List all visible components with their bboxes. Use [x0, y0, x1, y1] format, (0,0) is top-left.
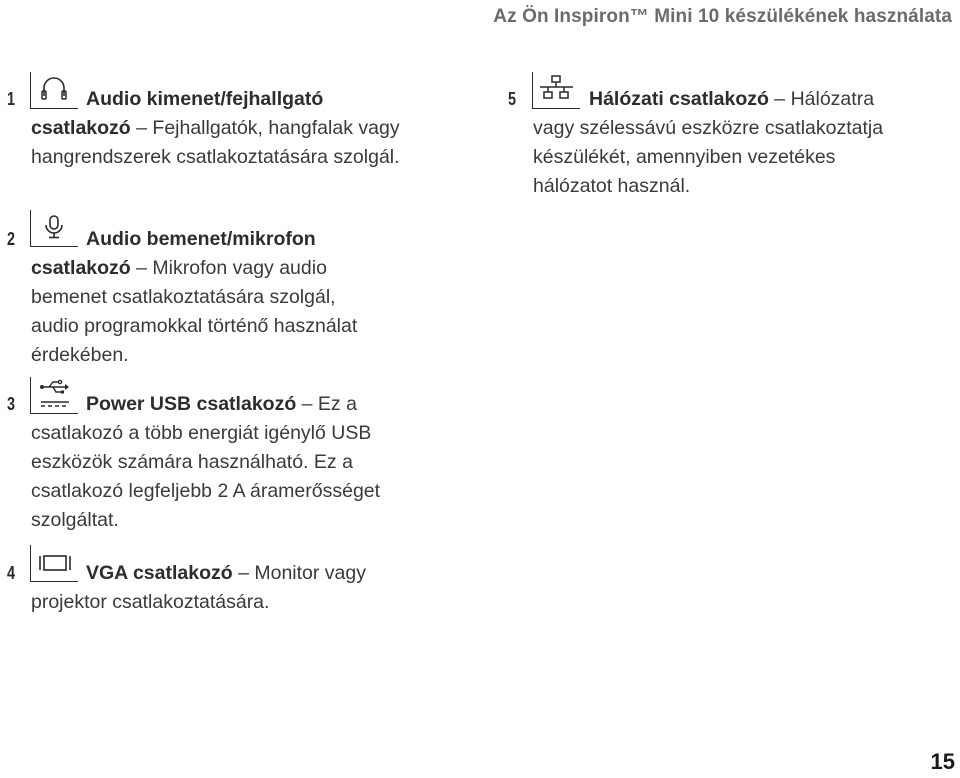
item-desc-line: audio programokkal történő használat: [31, 315, 358, 337]
item-desc-line1: Hálózatra: [790, 88, 875, 110]
item-dash: –: [232, 562, 255, 584]
item-dash: –: [130, 117, 153, 139]
microphone-icon: [30, 210, 78, 247]
list-item: [86, 390, 357, 419]
item-number: 3: [7, 394, 16, 414]
item-desc-line: érdekében.: [31, 344, 129, 366]
item-desc-line: szolgáltat.: [31, 509, 119, 531]
list-item: [589, 85, 874, 114]
item-desc-line: készülékét, amennyiben vezetékes: [533, 146, 836, 168]
network-icon: [532, 72, 580, 109]
item-description: [31, 114, 400, 172]
usb-power-icon: [30, 377, 78, 414]
list-item: [86, 85, 323, 114]
item-title-cont: csatlakozó: [31, 117, 131, 139]
item-title: VGA csatlakozó: [86, 562, 233, 584]
item-title-cont: csatlakozó: [31, 257, 131, 279]
item-number: 1: [7, 89, 16, 109]
headphone-icon: [30, 72, 78, 109]
page-number: 15: [930, 749, 955, 774]
item-title: Audio kimenet/fejhallgató: [86, 88, 324, 110]
page-header: Az Ön Inspiron™ Mini 10 készülékének használata: [493, 6, 952, 27]
item-desc-line: csatlakozó legfeljebb 2 A áramerősséget: [31, 480, 381, 502]
item-number: 4: [7, 563, 16, 583]
item-title: Hálózati csatlakozó: [589, 88, 769, 110]
item-desc-line: csatlakozó a több energiát igénylő USB: [31, 422, 372, 444]
item-desc-line: eszközök számára használható. Ez a: [31, 451, 353, 473]
item-desc-line: projektor csatlakoztatására.: [31, 591, 270, 613]
item-desc-line: hangrendszerek csatlakoztatására szolgál.: [31, 146, 400, 168]
item-number: 5: [508, 89, 517, 109]
list-item: [86, 225, 316, 254]
item-desc-line: hálózatot használ.: [533, 175, 691, 197]
list-item: [86, 559, 366, 588]
item-description: [31, 419, 380, 535]
item-desc-line: bemenet csatlakoztatására szolgál,: [31, 286, 336, 308]
item-title: Audio bemenet/mikrofon: [86, 228, 316, 250]
item-desc-line1: Monitor vagy: [254, 562, 366, 584]
item-dash: –: [768, 88, 791, 110]
item-description: [533, 114, 883, 201]
item-desc-line: vagy szélessávú eszközre csatlakoztatja: [533, 117, 884, 139]
item-number: 2: [7, 229, 16, 249]
item-dash: –: [130, 257, 153, 279]
item-title: Power USB csatlakozó: [86, 393, 297, 415]
item-dash: –: [296, 393, 318, 415]
item-desc-line1: Mikrofon vagy audio: [152, 257, 327, 279]
item-description: [31, 254, 357, 370]
vga-icon: [30, 545, 78, 582]
item-desc-line1: Fejhallgatók, hangfalak vagy: [152, 117, 400, 139]
item-desc-line1: Ez a: [317, 393, 357, 415]
item-description: [31, 588, 269, 617]
